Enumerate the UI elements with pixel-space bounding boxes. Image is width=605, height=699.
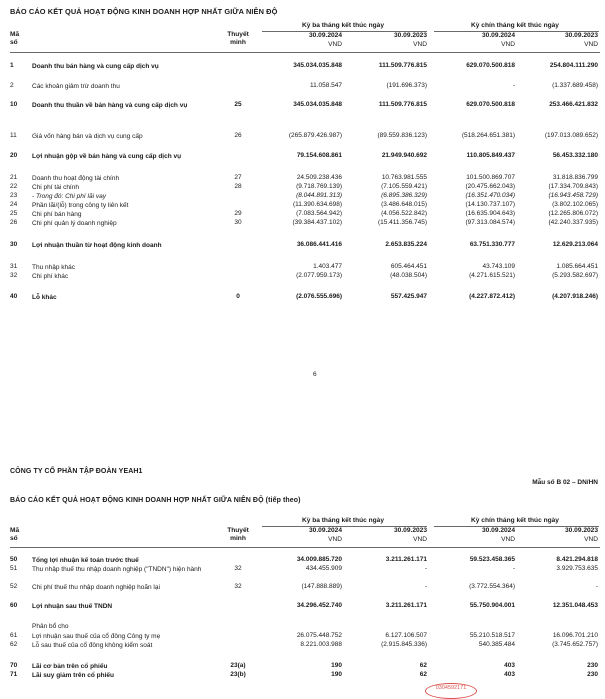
row-value-9m-2024: (3.772.554.364) (469, 583, 515, 590)
row-code: 70 (10, 662, 18, 669)
date-1-2: 30.09.2024 (308, 527, 342, 534)
row-code: 26 (10, 219, 18, 226)
date-1: 30.09.2024 (308, 32, 342, 39)
row-note: 30 (234, 219, 242, 226)
row-value-q3-2024: 190 (331, 662, 342, 669)
row-code: 10 (10, 101, 18, 108)
row-code: 30 (10, 241, 18, 248)
group-header-q3: Kỳ ba tháng kết thúc ngày (301, 22, 385, 29)
row-code: 71 (10, 671, 18, 678)
table-row (0, 102, 605, 113)
row-value-q3-2023: 605.464.451 (390, 263, 427, 270)
row-value-9m-2024: 540.385.484 (478, 641, 515, 648)
row-value-q3-2023: 10.763.981.555 (381, 174, 427, 181)
row-value-9m-2023: 3.929.753.635 (556, 565, 598, 572)
form-code: Mẫu số B 02 – DN/HN (532, 479, 598, 486)
col-code-header-2: Mã số (10, 527, 20, 543)
col-code-header: Mã số (10, 31, 20, 47)
row-note: 26 (234, 132, 242, 139)
row-value-9m-2024: - (512, 565, 515, 572)
row-label: Lỗ sau thuế của cổ đông không kiểm soát (32, 642, 153, 649)
row-value-q3-2024: (147.888.889) (301, 583, 342, 590)
date-3: 30.09.2024 (481, 32, 515, 39)
row-label: Lợi nhuận gộp về bán hàng và cung cấp dịch vụ (32, 153, 182, 160)
row-value-9m-2024: 403 (504, 662, 515, 669)
row-value-9m-2024: (4.271.615.521) (469, 272, 515, 279)
date-3-2: 30.09.2024 (481, 527, 515, 534)
row-value-q3-2023: 62 (419, 671, 427, 678)
row-code: 21 (10, 174, 18, 181)
row-note: 23(b) (230, 671, 246, 678)
table-row (0, 83, 605, 94)
row-code: 25 (10, 210, 18, 217)
row-label: Lãi cơ bản trên cổ phiếu (32, 663, 108, 670)
row-code: 23 (10, 192, 18, 199)
header-bottom-rule-2 (10, 547, 600, 548)
row-value-q3-2023: 3.211.261.171 (385, 602, 427, 609)
row-code: 1 (10, 62, 14, 69)
row-value-q3-2024: 11.058.547 (309, 82, 342, 89)
table-row (0, 672, 605, 683)
row-value-9m-2023: (16.943.458.729) (548, 192, 598, 199)
group-header-q3-2: Kỳ ba tháng kết thúc ngày (301, 517, 385, 524)
date-4: 30.09.2023 (564, 32, 598, 39)
table-row (0, 242, 605, 253)
row-code: 24 (10, 201, 18, 208)
company-name: CÔNG TY CỔ PHẦN TẬP ĐOÀN YEAH1 (10, 468, 143, 475)
row-value-9m-2024: (16.351.470.034) (465, 192, 515, 199)
row-value-q3-2023: (48.038.504) (390, 272, 427, 279)
row-label: Doanh thu hoạt động tài chính (32, 175, 120, 182)
row-code: 51 (10, 565, 18, 572)
row-value-q3-2023: - (424, 583, 427, 590)
row-label: Chi phí bán hàng (32, 211, 82, 218)
col-note-header: Thuyết minh (227, 31, 249, 47)
row-value-9m-2023: 230 (587, 671, 598, 678)
row-value-9m-2023: (12.265.806.072) (548, 210, 598, 217)
row-value-9m-2024: (14.130.737.107) (465, 201, 515, 208)
row-value-9m-2024: 629.070.500.818 (466, 101, 515, 108)
row-value-q3-2023: (191.696.373) (386, 82, 427, 89)
row-value-9m-2023: (17.334.709.843) (548, 183, 598, 190)
unit-1: VND (328, 41, 342, 48)
row-label: Phần lãi/(lỗ) trong công ty liên kết (32, 202, 129, 209)
row-label: Các khoản giảm trừ doanh thu (32, 83, 120, 90)
row-value-9m-2024: 55.210.518.517 (469, 632, 515, 639)
table-row (0, 603, 605, 614)
row-value-9m-2024: 403 (504, 671, 515, 678)
page-number: 6 (313, 371, 317, 378)
row-value-q3-2024: (8.044.891.313) (296, 192, 342, 199)
row-label: Chi phí thuế thu nhập doanh nghiệp hoãn lại (32, 584, 160, 591)
row-label: - Trong đó: Chi phí lãi vay (32, 193, 106, 200)
row-code: 32 (10, 272, 18, 279)
row-value-9m-2024: 55.750.904.001 (469, 602, 515, 609)
date-2: 30.09.2023 (393, 32, 427, 39)
row-value-9m-2024: 59.523.458.365 (469, 556, 515, 563)
row-value-q3-2024: (11.390.634.698) (292, 201, 342, 208)
row-value-9m-2023: - (595, 583, 598, 590)
row-value-9m-2024: 110.805.849.437 (466, 152, 515, 159)
date-2-2: 30.09.2023 (393, 527, 427, 534)
row-value-q3-2023: (89.559.836.123) (377, 132, 427, 139)
row-value-q3-2023: (7.105.559.421) (381, 183, 427, 190)
row-value-q3-2024: (265.879.426.987) (288, 132, 342, 139)
table-row (0, 133, 605, 144)
row-value-9m-2023: 12.629.213.064 (552, 241, 598, 248)
row-value-q3-2024: 36.086.441.416 (296, 241, 342, 248)
row-value-9m-2024: 63.751.330.777 (469, 241, 515, 248)
row-label: Thu nhập khác (32, 264, 76, 271)
row-value-9m-2023: (3.745.652.757) (552, 641, 598, 648)
row-value-9m-2024: (16.635.904.643) (465, 210, 515, 217)
row-code: 50 (10, 556, 18, 563)
row-value-9m-2023: (4.207.918.246) (552, 293, 598, 300)
row-label: Chi phí khác (32, 273, 69, 280)
row-code: 20 (10, 152, 18, 159)
row-value-9m-2024: 101.500.869.707 (466, 174, 515, 181)
date-4-2: 30.09.2023 (564, 527, 598, 534)
table-row (0, 584, 605, 595)
row-value-q3-2024: (2.077.959.173) (296, 272, 342, 279)
row-label: Thu nhập thuế thu nhập doanh nghiệp ("TNDN") hiện hành (32, 566, 202, 573)
row-code: 11 (10, 132, 17, 139)
row-note: 28 (234, 183, 242, 190)
row-label: Phân bổ cho (32, 623, 69, 630)
row-value-9m-2023: 8.421.294.818 (556, 556, 598, 563)
row-code: 52 (10, 583, 18, 590)
unit-2-2: VND (413, 536, 427, 543)
unit-3-2: VND (501, 536, 515, 543)
row-value-q3-2023: (2.915.845.336) (381, 641, 427, 648)
row-note: 0 (236, 293, 240, 300)
row-value-q3-2023: 21.949.940.692 (381, 152, 427, 159)
unit-4-2: VND (584, 536, 598, 543)
row-value-9m-2023: 12.351.048.453 (552, 602, 598, 609)
row-value-9m-2024: (4.227.872.412) (469, 293, 515, 300)
row-label: Lợi nhuận thuần từ hoạt động kinh doanh (32, 242, 162, 249)
row-value-9m-2023: 253.466.421.832 (549, 101, 598, 108)
row-note: 29 (234, 210, 242, 217)
group-header-9m: Kỳ chín tháng kết thúc ngày (471, 22, 559, 29)
table-row (0, 566, 605, 577)
row-value-q3-2024: 34.296.452.740 (296, 602, 342, 609)
row-value-q3-2023: - (424, 565, 427, 572)
row-note: 32 (234, 583, 242, 590)
row-value-q3-2023: (15.411.356.745) (377, 219, 427, 226)
row-label: Chi phí quản lý doanh nghiệp (32, 220, 117, 227)
row-value-q3-2023: 2.653.835.224 (385, 241, 427, 248)
row-value-q3-2024: 79.154.608.861 (296, 152, 342, 159)
row-value-9m-2023: (197.013.089.652) (544, 132, 598, 139)
row-value-9m-2023: 1.085.664.451 (556, 263, 598, 270)
report-title-continued: BÁO CÁO KẾT QUẢ HOẠT ĐỘNG KINH DOANH HỢP NHẤT GIỮA NIÊN ĐỘ (tiếp theo) (10, 497, 301, 504)
row-note: 23(a) (230, 662, 246, 669)
table-row (0, 273, 605, 284)
row-value-9m-2024: - (512, 82, 515, 89)
row-label: Lợi nhuận sau thuế của cổ đông Công ty mẹ (32, 633, 161, 640)
table-row (0, 63, 605, 74)
table-row (0, 294, 605, 305)
table-row (0, 642, 605, 653)
row-value-q3-2024: (39.384.437.102) (292, 219, 342, 226)
row-value-q3-2023: (6.895.386.329) (381, 192, 427, 199)
row-label: Tổng lợi nhuận kế toán trước thuế (32, 557, 139, 564)
row-code: 40 (10, 293, 18, 300)
row-value-9m-2023: 31.818.836.799 (552, 174, 598, 181)
row-label: Lỗ khác (32, 294, 57, 301)
seal-text: 0304592171 (435, 685, 467, 691)
row-value-q3-2024: 24.509.238.436 (296, 174, 342, 181)
table-row (0, 153, 605, 164)
row-value-q3-2024: 26.075.448.752 (296, 632, 342, 639)
row-value-q3-2023: 111.509.776.815 (378, 62, 427, 69)
row-label: Giá vốn hàng bán và dịch vụ cung cấp (32, 133, 143, 140)
row-value-q3-2024: (9.718.769.139) (296, 183, 342, 190)
row-value-9m-2024: 629.070.500.818 (466, 62, 515, 69)
row-value-9m-2023: 254.804.111.290 (549, 62, 598, 69)
row-label: Doanh thu thuần về bán hàng và cung cấp dịch vụ (32, 102, 188, 109)
header-bottom-rule (10, 52, 600, 53)
row-value-q3-2024: 190 (331, 671, 342, 678)
row-value-q3-2023: 111.509.776.815 (378, 101, 427, 108)
row-value-9m-2023: 230 (587, 662, 598, 669)
group-header-9m-2: Kỳ chín tháng kết thúc ngày (471, 517, 559, 524)
row-value-q3-2023: (4.056.522.842) (381, 210, 427, 217)
row-value-q3-2024: 345.034.035.848 (293, 101, 342, 108)
row-label: Lãi suy giảm trên cổ phiếu (32, 672, 114, 679)
row-value-9m-2023: (3.802.102.065) (552, 201, 598, 208)
row-code: 61 (10, 632, 18, 639)
row-value-q3-2023: (3.486.648.015) (381, 201, 427, 208)
unit-4: VND (584, 41, 598, 48)
row-value-9m-2023: (42.240.337.935) (548, 219, 598, 226)
unit-1-2: VND (328, 536, 342, 543)
row-code: 2 (10, 82, 14, 89)
row-value-9m-2024: (20.475.662.043) (465, 183, 515, 190)
row-note: 25 (234, 101, 242, 108)
row-value-q3-2024: 434.455.909 (305, 565, 342, 572)
report-title: BÁO CÁO KẾT QUẢ HOẠT ĐỘNG KINH DOANH HỢP NHẤT GIỮA NIÊN ĐỘ (10, 7, 278, 16)
row-value-q3-2024: 345.034.035.848 (293, 62, 342, 69)
row-value-q3-2023: 62 (419, 662, 427, 669)
unit-2: VND (413, 41, 427, 48)
row-value-q3-2023: 557.425.947 (390, 293, 427, 300)
row-value-q3-2024: 34.009.885.720 (296, 556, 342, 563)
col-note-header-2: Thuyết minh (227, 527, 249, 543)
row-value-q3-2023: 6.127.106.507 (385, 632, 427, 639)
row-value-9m-2024: (518.264.651.381) (461, 132, 515, 139)
row-label: Chi phí tài chính (32, 184, 79, 191)
row-label: Lợi nhuận sau thuế TNDN (32, 603, 113, 610)
row-value-9m-2024: (97.313.084.574) (465, 219, 515, 226)
row-value-9m-2023: (1.337.689.458) (552, 82, 598, 89)
table-row (0, 220, 605, 231)
row-note: 27 (234, 174, 242, 181)
row-value-q3-2024: 8.221.003.988 (300, 641, 342, 648)
row-value-q3-2024: 1.403.477 (313, 263, 342, 270)
row-value-q3-2024: (7.083.564.942) (296, 210, 342, 217)
row-value-9m-2024: 43.743.109 (482, 263, 515, 270)
row-code: 60 (10, 602, 18, 609)
unit-3: VND (501, 41, 515, 48)
row-value-9m-2023: 56.453.332.180 (552, 152, 598, 159)
row-value-9m-2023: (5.293.582.697) (552, 272, 598, 279)
row-code: 62 (10, 641, 18, 648)
row-code: 22 (10, 183, 18, 190)
row-value-q3-2023: 3.211.261.171 (385, 556, 427, 563)
row-value-9m-2023: 16.096.701.210 (552, 632, 598, 639)
row-code: 31 (10, 263, 18, 270)
row-value-q3-2024: (2.076.555.696) (296, 293, 342, 300)
row-note: 32 (234, 565, 242, 572)
row-label: Doanh thu bán hàng và cung cấp dịch vụ (32, 63, 159, 70)
